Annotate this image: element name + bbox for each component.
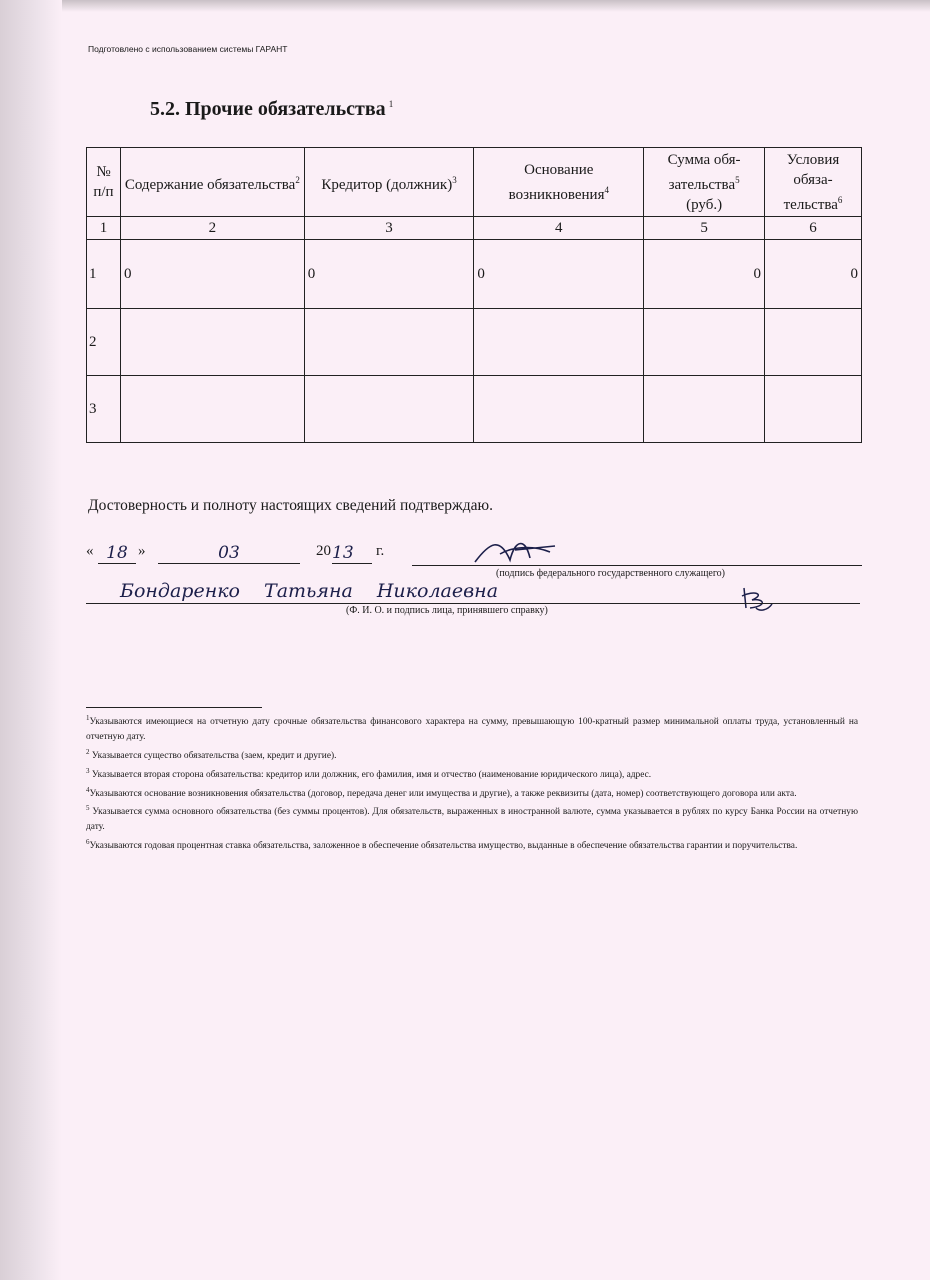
footnote-1: $^1$Указываются имеющиеся на отчетную дату срочные обязательства финансового характера на сумму, превышающую 100-кратный размер минимальной оплаты труда, установленный на отчетную дату. bbox=[86, 714, 858, 742]
cell-basis bbox=[474, 376, 644, 443]
col-number: 3 bbox=[304, 217, 474, 240]
header-basis: Основание возникновения$^4$ bbox=[474, 148, 644, 217]
row-number: 1 bbox=[87, 240, 121, 309]
date-year-mark: г. bbox=[376, 543, 385, 559]
accepted-by-caption: (Ф. И. О. и подпись лица, принявшего справку) bbox=[346, 605, 548, 616]
col-number: 6 bbox=[765, 217, 862, 240]
section-title bbox=[150, 98, 393, 121]
cell-creditor: 0 bbox=[304, 240, 474, 309]
garant-header: Подготовлено с использованием системы ГАРАНТ bbox=[88, 44, 288, 54]
col-number: 4 bbox=[474, 217, 644, 240]
date-year-prefix: 20 bbox=[316, 543, 331, 559]
cell-conditions bbox=[765, 376, 862, 443]
cell-conditions bbox=[765, 309, 862, 376]
date-open-quote: « bbox=[86, 543, 94, 559]
cell-basis: 0 bbox=[474, 240, 644, 309]
footnote-3: $^3$ Указывается вторая сторона обязательства: кредитор или должник, его фамилия, имя и отчество (наименование юридического лица), адрес. bbox=[86, 766, 652, 780]
table-row bbox=[87, 376, 862, 443]
cell-basis bbox=[474, 309, 644, 376]
scan-top-edge bbox=[62, 0, 930, 12]
cell-creditor bbox=[304, 376, 474, 443]
obligations-table bbox=[86, 147, 862, 443]
footnote-6: $^6$Указываются годовая процентная ставка обязательства, заложенное в обеспечение обязательства имущество, выданные в обеспечение обязательства гарантии и поручительства. bbox=[86, 838, 798, 852]
cell-amount bbox=[644, 309, 765, 376]
date-day: 18 bbox=[98, 543, 136, 564]
cell-content: 0 bbox=[120, 240, 304, 309]
col-number: 5 bbox=[644, 217, 765, 240]
table-row bbox=[87, 309, 862, 376]
header-creditor: Кредитор (должник)$^3$ bbox=[304, 148, 474, 217]
footnotes bbox=[86, 711, 858, 854]
cell-content bbox=[120, 309, 304, 376]
date-year-suffix: 13 bbox=[332, 543, 372, 564]
accepted-by-signature bbox=[738, 584, 774, 614]
row-number: 2 bbox=[87, 309, 121, 376]
accepted-by-line bbox=[86, 603, 860, 604]
col-number: 1 bbox=[87, 217, 121, 240]
row-number: 3 bbox=[87, 376, 121, 443]
footnote-5: $^5$ Указывается сумма основного обязательства (без суммы процентов). Для обязательств, выраженных в иностранной валюте, сумма указывается в рублях по курсу Банка России на отчетную дату. bbox=[86, 804, 858, 833]
section-title-text: 5.2. Прочие обязательства bbox=[150, 98, 386, 120]
col-number: 2 bbox=[120, 217, 304, 240]
table-header-row bbox=[87, 148, 862, 217]
cell-amount: 0 bbox=[644, 240, 765, 309]
table-row bbox=[87, 240, 862, 309]
cell-creditor bbox=[304, 309, 474, 376]
cell-content bbox=[120, 376, 304, 443]
header-number: № п/п bbox=[87, 148, 121, 217]
column-number-row bbox=[87, 217, 862, 240]
date-close-quote: » bbox=[138, 543, 146, 559]
footnote-2: $^2$ Указывается существо обязательства (заем, кредит и другие). bbox=[86, 747, 337, 761]
accepted-by-name: Бондаренко Татьяна Николаевна bbox=[120, 580, 499, 602]
cell-amount bbox=[644, 376, 765, 443]
scan-edge bbox=[0, 0, 62, 1280]
header-amount: Сумма обя-зательства$^5$ (руб.) bbox=[644, 148, 765, 217]
title-footnote-mark: 1 bbox=[388, 99, 394, 110]
cell-conditions: 0 bbox=[765, 240, 862, 309]
header-content: Содержание обязательства$^2$ bbox=[120, 148, 304, 217]
official-signature bbox=[470, 532, 560, 572]
signature-caption: (подпись федерального государственного служащего) bbox=[496, 568, 726, 579]
date-month: 03 bbox=[158, 543, 300, 564]
header-conditions: Условия обяза-тельства$^6$ bbox=[765, 148, 862, 217]
confirmation-statement: Достоверность и полноту настоящих сведений подтверждаю. bbox=[88, 497, 493, 514]
footnote-separator bbox=[86, 707, 262, 708]
footnote-4: $^4$Указываются основание возникновения обязательства (договор, передача денег или имущества и другие), а также реквизиты (дата, номер) соответствующего договора или акта. bbox=[86, 785, 797, 799]
